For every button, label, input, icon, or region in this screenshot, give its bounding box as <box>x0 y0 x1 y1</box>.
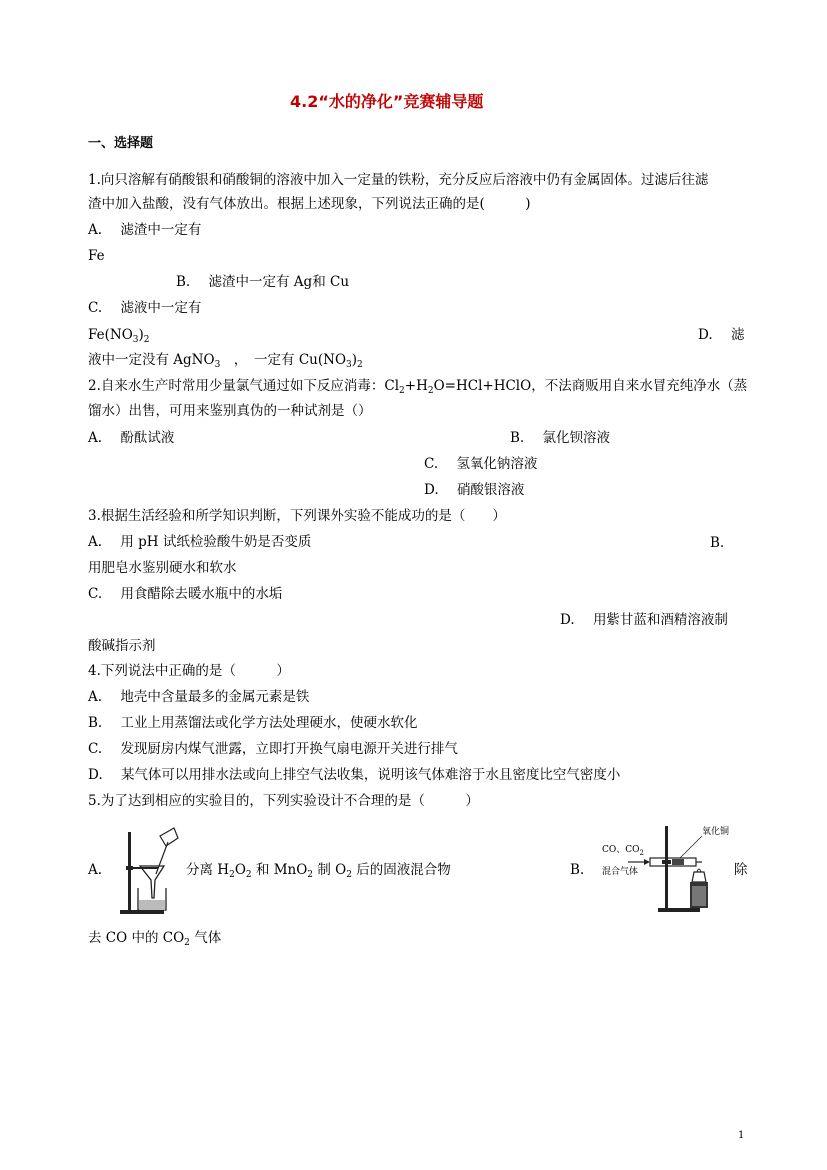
option-text: 滤 <box>730 327 745 343</box>
option-letter: C. <box>88 300 103 316</box>
option-letter: A. <box>88 689 103 705</box>
option-text: 气体 <box>189 930 222 946</box>
q5-option-b-text-start: 除 <box>734 862 748 878</box>
option-text: 和 MnO <box>251 862 308 878</box>
option-letter: C. <box>424 456 439 472</box>
q4-option-a[interactable] <box>88 687 309 707</box>
burner-head <box>692 872 706 882</box>
q4-option-c[interactable] <box>88 739 458 759</box>
q5-stem-line1: 5.为了达到相应的实验目的，下列实验设计不合理的是（ ） <box>88 793 479 809</box>
funnel <box>140 866 164 898</box>
stem-part: 2.自来水生产时常用少量氯气通过如下反应消毒：Cl <box>88 378 400 394</box>
q1-stem-line2: 渣中加入盐酸，没有气体放出。根据上述现象，下列说法正确的是( ) <box>88 196 531 212</box>
option-text-2: 和 Cu <box>312 274 350 290</box>
q1-option-c-cont <box>88 325 150 345</box>
option-text: 滤渣中一定有 <box>120 222 202 238</box>
q3-option-a[interactable] <box>88 532 311 552</box>
option-text: 地壳中含量最多的金属元素是铁 <box>120 689 310 705</box>
subscript: 2 <box>229 870 235 880</box>
q5-option-b-letter[interactable]: B. <box>570 862 585 878</box>
subscript: 3 <box>214 360 221 370</box>
q3-option-d-cont: 酸碱指示剂 <box>88 638 156 654</box>
option-text: 制 O <box>313 862 347 878</box>
option-letter: B. <box>176 274 191 290</box>
co-reduction-apparatus-figure <box>598 822 730 914</box>
section-heading: 一、选择题 <box>88 136 154 151</box>
q4-option-b[interactable] <box>88 713 418 733</box>
subscript: 2 <box>245 870 252 880</box>
subscript: 2 <box>346 870 352 880</box>
option-letter: C. <box>88 741 103 757</box>
subscript: 2 <box>427 386 434 396</box>
formula-part: Fe(NO <box>88 327 133 343</box>
option-letter: D. <box>560 612 575 628</box>
clamp <box>126 866 133 870</box>
q1-option-b[interactable] <box>176 272 349 292</box>
option-text: 硝酸银溶液 <box>456 482 525 498</box>
option-letter: B. <box>510 430 525 446</box>
option-letter: D. <box>88 767 103 783</box>
option-text: 用食醋除去暖水瓶中的水垢 <box>120 586 283 602</box>
q3-stem-line1: 3.根据生活经验和所学知识判断，下列课外实验不能成功的是（ ） <box>88 508 506 524</box>
q5-option-a-letter[interactable]: A. <box>88 862 103 878</box>
q2-stem-line1 <box>88 376 747 396</box>
option-text: 发现厨房内煤气泄露，立即打开换气扇电源开关进行排气 <box>120 741 458 757</box>
option-text: 去 CO 中的 CO <box>88 930 185 946</box>
q5-option-a-text[interactable] <box>186 860 451 880</box>
subscript: 2 <box>357 360 363 370</box>
label-text: CO、CO <box>602 845 640 855</box>
subscript: 2 <box>639 849 644 857</box>
formula-part: ， 一定有 Cu(NO <box>220 352 347 368</box>
option-text: O <box>234 862 246 878</box>
q3-option-c[interactable] <box>88 584 282 604</box>
lamp-fill <box>692 886 706 906</box>
formula-part: ) <box>138 327 144 343</box>
q3-option-b[interactable] <box>710 533 724 553</box>
q2-stem-line2: 馏水）出售，可用来鉴别真伪的一种试剂是（） <box>88 403 372 419</box>
filtration-apparatus-figure <box>116 826 180 916</box>
subscript: 2 <box>399 386 405 396</box>
option-text: 工业上用蒸馏法或化学方法处理硬水，使硬水软化 <box>120 715 418 731</box>
q1-option-d-cont <box>88 350 363 370</box>
option-text: 用紫甘蓝和酒精溶液制 <box>592 612 728 628</box>
subscript: 2 <box>143 335 150 345</box>
option-text: 用 pH 试纸检验酸牛奶是否变质 <box>120 534 312 550</box>
option-letter: B. <box>710 535 725 551</box>
q1-option-a-cont: Fe <box>88 248 105 264</box>
formula-part: 液中一定没有 AgNO <box>88 352 215 368</box>
inlet-arrowhead <box>644 859 650 865</box>
option-text: 氯化钡溶液 <box>542 430 611 446</box>
q5-option-b-cont <box>88 928 221 948</box>
option-letter: A. <box>88 534 103 550</box>
beaker-liquid <box>139 900 165 910</box>
q2-option-c[interactable] <box>424 454 537 474</box>
subscript: 2 <box>184 938 190 948</box>
label-mixed-gas: 混合气体 <box>602 867 639 877</box>
subscript: 3 <box>346 360 352 370</box>
page-number: 1 <box>738 1130 745 1141</box>
stand-rod <box>665 826 668 910</box>
option-letter: D. <box>424 482 439 498</box>
option-text: 分离 H <box>186 862 230 878</box>
copper-oxide <box>672 859 684 865</box>
label-pointer <box>680 836 702 858</box>
option-letter: A. <box>88 222 103 238</box>
option-letter: B. <box>88 715 103 731</box>
q4-option-d[interactable] <box>88 765 620 785</box>
pouring-beaker <box>160 828 178 846</box>
option-letter: C. <box>88 586 103 602</box>
option-text: 滤渣中一定有 Ag <box>208 274 313 290</box>
q1-option-a[interactable] <box>88 220 201 240</box>
label-copper-oxide: 氧化铜 <box>702 827 730 837</box>
stand-base <box>658 908 700 912</box>
clamp <box>662 860 671 864</box>
option-text: 后的固液混合物 <box>351 862 451 878</box>
q1-option-c[interactable] <box>88 298 201 318</box>
subscript: 3 <box>132 335 139 345</box>
q2-option-d[interactable] <box>424 480 524 500</box>
q1-option-d[interactable] <box>698 325 744 345</box>
page-title: 4.2“水的净化”竞赛辅导题 <box>290 92 484 111</box>
q3-option-d[interactable] <box>560 610 728 630</box>
label-co-co2 <box>602 844 644 856</box>
option-text: 某气体可以用排水法或向上排空气法收集，说明该气体难溶于水且密度比空气密度小 <box>120 767 621 783</box>
option-text: 滤液中一定有 <box>120 300 202 316</box>
option-text: 酚酞试液 <box>120 430 175 446</box>
option-letter: D. <box>698 327 713 343</box>
q1-stem-line1: 1.向只溶解有硝酸银和硝酸铜的溶液中加入一定量的铁粉，充分反应后溶液中仍有金属固体。过滤后往滤 <box>88 172 709 188</box>
q2-option-a[interactable] <box>88 428 174 448</box>
q3-option-b-cont: 用肥皂水鉴别硬水和软水 <box>88 560 237 576</box>
stem-part: +H <box>404 378 428 394</box>
q2-option-b[interactable] <box>510 428 610 448</box>
formula-part: ) <box>351 352 358 368</box>
stem-part: O=HCl+HClO，不法商贩用自来水冒充纯净水（蒸 <box>433 378 748 394</box>
subscript: 2 <box>307 870 314 880</box>
stand-rod <box>128 832 131 912</box>
q4-stem-line1: 4.下列说法中正确的是（ ） <box>88 663 290 679</box>
option-text: 氢氧化钠溶液 <box>456 456 538 472</box>
option-letter: A. <box>88 430 103 446</box>
